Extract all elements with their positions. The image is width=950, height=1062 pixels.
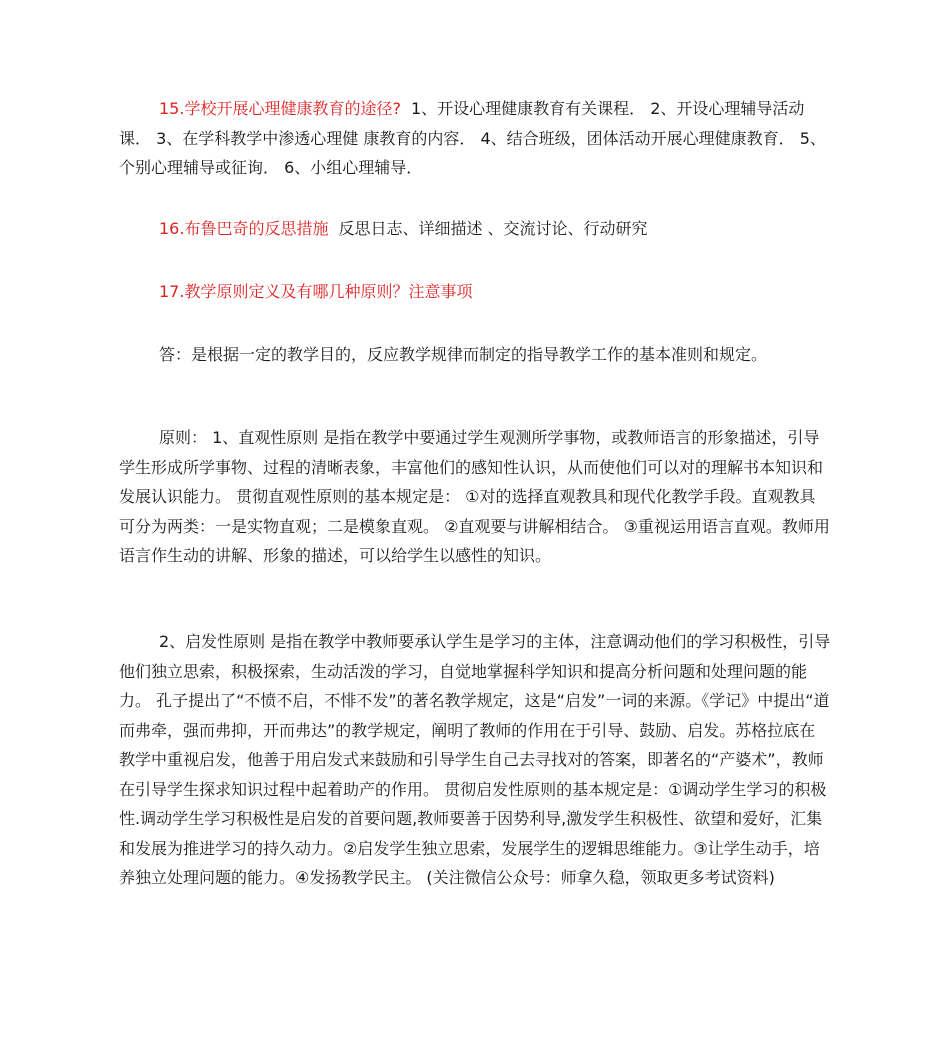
question-16-paragraph bbox=[119, 214, 831, 244]
answer-paragraph bbox=[119, 340, 849, 370]
principle-1-paragraph bbox=[119, 423, 831, 571]
principle-2-paragraph bbox=[119, 627, 831, 893]
question-17-paragraph bbox=[119, 277, 831, 307]
question-16-body: 反思日志、详细描述 、交流讨论、行动研究 bbox=[338, 219, 648, 238]
question-17-title: 17.教学原则定义及有哪几种原则？注意事项 bbox=[159, 282, 473, 301]
question-15-paragraph bbox=[119, 94, 831, 183]
principle-1-text: 原则： 1、直观性原则 是指在教学中要通过学生观测所学事物，或教师语言的形象描述，引导学生形成所学事物、过程的清晰表象，丰富他们的感知性认识，从而使他们可以对的理解书本知识和发展认识能力。 贯彻直观性原则的基本规定是： ①对的选择直观教具和现代化教学手段。直观教具可分为两类：一是实物直观；二是模象直观。 ②直观要与讲解相结合。 ③重视运用语言直观。教师用语言作生动的讲解、形象的描述，可以给学生以感性的知识。 bbox=[119, 428, 830, 565]
question-15-body: 1、开设心理健康教育有关课程． 2、开设心理辅导活动课． 3、在学科教学中渗透心理健 康教育的内容． 4、结合班级，团体活动开展心理健康教育． 5、个别心理辅导或征询． 6、小组心理辅导． bbox=[119, 99, 826, 177]
principle-2-text: 2、启发性原则 是指在教学中教师要承认学生是学习的主体，注意调动他们的学习积极性，引导他们独立思索，积极探索，生动活泼的学习，自觉地掌握科学知识和提高分析问题和处理问题的能力。 孔子提出了“不愤不启，不悱不发”的著名教学规定，这是“启发”一词的来源。《学记》中提出“道而弗牵，强而弗抑，开而弗达”的教学规定，阐明了教师的作用在于引导、鼓励、启发。苏格拉底在教学中重视启发，他善于用启发式来鼓励和引导学生自己去寻找对的答案，即著名的“产婆术”，教师在引导学生探求知识过程中起着助产的作用。 贯彻启发性原则的基本规定是：①调动学生学习的积极性.调动学生学习积极性是启发的首要问题,教师要善于因势利导,激发学生积极性、欲望和爱好，汇集和发展为推进学习的持久动力。②启发学生独立思索，发展学生的逻辑思维能力。③让学生动手，培养独立处理问题的能力。④发扬教学民主。 (关注微信公众号：师拿久稳，领取更多考试资料) bbox=[119, 632, 831, 887]
question-16-title: 16.布鲁巴奇的反思措施 bbox=[159, 219, 329, 238]
question-15-title: 15.学校开展心理健康教育的途径? bbox=[159, 99, 401, 118]
answer-text: 答：是根据一定的教学目的，反应教学规律而制定的指导教学工作的基本准则和规定。 bbox=[159, 345, 768, 364]
